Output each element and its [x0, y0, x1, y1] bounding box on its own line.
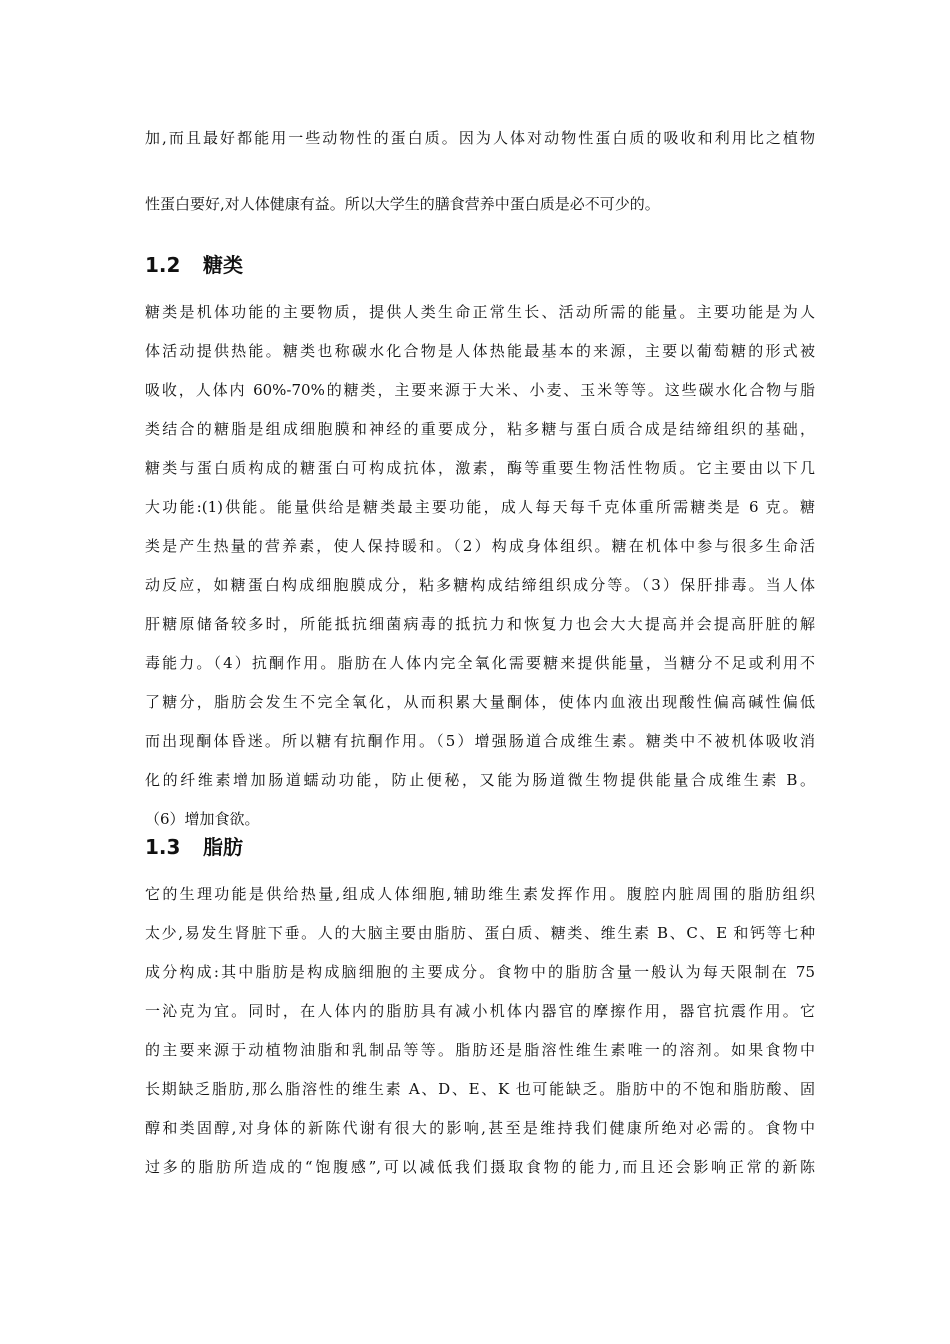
paragraph-line: 醇和类固醇,对身体的新陈代谢有很大的影响,甚至是维持我们健康所绝对必需的。食物中	[145, 1119, 815, 1137]
intro-line: 性蛋白要好,对人体健康有益。所以大学生的膳食营养中蛋白质是必不可少的。	[145, 195, 660, 213]
paragraph-line: （6）增加食欲。	[145, 810, 260, 828]
paragraph-line: 大功能:(1)供能。能量供给是糖类最主要功能，成人每天每千克体重所需糖类是 6 克。糖	[145, 498, 815, 516]
paragraph-line: 一沁克为宜。同时，在人体内的脂肪具有减小机体内器官的摩擦作用，器官抗震作用。它	[145, 1002, 815, 1020]
section-title: 脂肪	[203, 835, 243, 859]
paragraph-line: 而出现酮体昏迷。所以糖有抗酮作用。（5）增强肠道合成维生素。糖类中不被机体吸收消	[145, 732, 815, 750]
section-number: 1.2	[145, 253, 181, 277]
section-number: 1.3	[145, 835, 181, 859]
paragraph-line: 糖类与蛋白质构成的糖蛋白可构成抗体，激素，酶等重要生物活性物质。它主要由以下几	[145, 459, 815, 477]
paragraph-line: 了糖分，脂肪会发生不完全氧化，从而积累大量酮体，使体内血液出现酸性偏高碱性偏低	[145, 693, 815, 711]
paragraph-line: 它的生理功能是供给热量,组成人体细胞,辅助维生素发挥作用。腹腔内脏周围的脂肪组织	[145, 885, 815, 903]
section-title: 糖类	[203, 253, 243, 277]
section-heading-carbohydrates	[145, 252, 243, 278]
section-heading-fat	[145, 834, 243, 860]
paragraph-line: 糖类是机体功能的主要物质，提供人类生命正常生长、活动所需的能量。主要功能是为人	[145, 303, 815, 321]
paragraph-line: 类是产生热量的营养素，使人保持暖和。（2）构成身体组织。糖在机体中参与很多生命活	[145, 537, 815, 555]
paragraph-line: 类结合的糖脂是组成细胞膜和神经的重要成分，粘多糖与蛋白质合成是结缔组织的基础，	[145, 420, 815, 438]
paragraph-line: 毒能力。（4）抗酮作用。脂肪在人体内完全氧化需要糖来提供能量，当糖分不足或利用不	[145, 654, 815, 672]
paragraph-line: 成分构成:其中脂肪是构成脑细胞的主要成分。食物中的脂肪含量一般认为每天限制在 75	[145, 963, 815, 981]
paragraph-line: 过多的脂肪所造成的“饱腹感”,可以减低我们摄取食物的能力,而且还会影响正常的新陈	[145, 1158, 815, 1176]
paragraph-line: 长期缺乏脂肪,那么脂溶性的维生素 A、D、E、K 也可能缺乏。脂肪中的不饱和脂肪酸、固	[145, 1080, 815, 1098]
paragraph-line: 肝糖原储备较多时，所能抵抗细菌病毒的抵抗力和恢复力也会大大提高并会提高肝脏的解	[145, 615, 815, 633]
paragraph-line: 化的纤维素增加肠道蠕动功能，防止便秘，又能为肠道微生物提供能量合成维生素 B。	[145, 771, 815, 789]
paragraph-line: 吸收，人体内 60%-70%的糖类，主要来源于大米、小麦、玉米等等。这些碳水化合物与脂	[145, 381, 815, 399]
paragraph-line: 动反应，如糖蛋白构成细胞膜成分，粘多糖构成结缔组织成分等。（3）保肝排毒。当人体	[145, 576, 815, 594]
paragraph-line: 体活动提供热能。糖类也称碳水化合物是人体热能最基本的来源，主要以葡萄糖的形式被	[145, 342, 815, 360]
paragraph-line: 的主要来源于动植物油脂和乳制品等等。脂肪还是脂溶性维生素唯一的溶剂。如果食物中	[145, 1041, 815, 1059]
paragraph-line: 太少,易发生肾脏下垂。人的大脑主要由脂肪、蛋白质、糖类、维生素 B、C、E 和钙等七种	[145, 924, 815, 942]
intro-line: 加,而且最好都能用一些动物性的蛋白质。因为人体对动物性蛋白质的吸收和利用比之植物	[145, 129, 815, 147]
